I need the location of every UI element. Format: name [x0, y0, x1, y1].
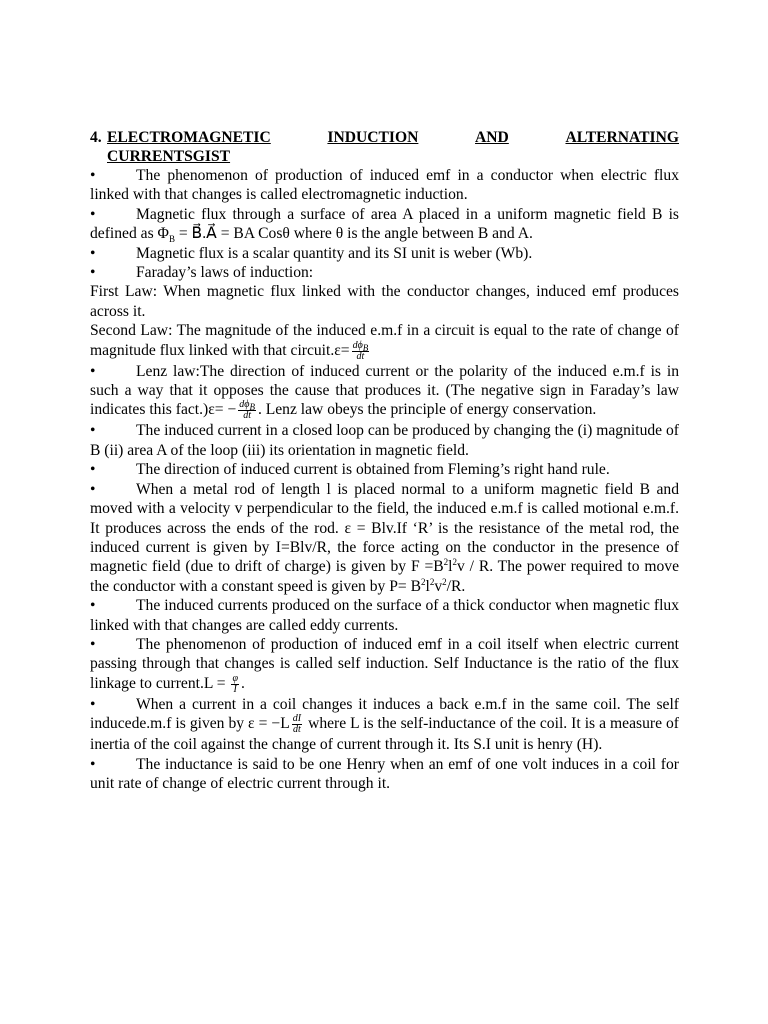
- bullet-paragraph: • Faraday’s laws of induction:: [90, 264, 314, 282]
- bullet-icon: •: [90, 461, 96, 479]
- bullet-icon: •: [90, 695, 96, 713]
- first-law-paragraph: First Law: When magnetic flux linked with the conductor changes, induced emf produces across it.: [90, 283, 679, 320]
- bullet-paragraph: • Lenz law:The direction of induced current or the polarity of the induced e.m.f is in such a way that it opposes the cause that produces it. (The negative sign in Faraday’s law indicates this fact.)ε= − $\frac{d\phi_B}{dt}$ . Lenz law obeys the principle of energy conservation.: [90, 362, 679, 422]
- dphi-dt-fraction: $\frac{d\phi_B}{dt}$: [239, 399, 255, 422]
- heading-word: ELECTROMAGNETIC: [107, 129, 271, 146]
- bullet-paragraph: • The direction of induced current is obtained from Fleming’s right hand rule.: [90, 461, 610, 479]
- bullet-paragraph: • The induced current in a closed loop can be produced by changing the (i) magnitude of B (ii) area A of the loop (iii) its orientation in magnetic field.: [90, 422, 679, 459]
- heading-word: INDUCTION: [327, 129, 419, 146]
- phi-over-i-fraction: $\frac{\varphi}{I}$: [232, 672, 238, 695]
- dphi-dt-fraction: $\frac{d\phi_B}{dt}$: [352, 339, 369, 362]
- section-heading: [90, 128, 679, 166]
- bullet-icon: •: [90, 635, 96, 653]
- bullet-icon: •: [90, 755, 96, 773]
- bullet-icon: •: [90, 264, 96, 282]
- bullet-icon: •: [90, 597, 96, 615]
- bullet-icon: •: [90, 167, 96, 184]
- second-law-paragraph: Second Law: The magnitude of the induced e.m.f in a circuit is equal to the rate of change of magnitude flux linked with that circuit.ε= $\frac{d\phi_B}{dt}$: [90, 322, 679, 362]
- bullet-icon: •: [90, 205, 96, 223]
- heading-word: ALTERNATING: [565, 129, 679, 146]
- section-number: 4.: [90, 129, 102, 146]
- bullet-paragraph: • The phenomenon of production of induced emf in a coil itself when electric current passing through that changes is called self induction. Self Inductance is the ratio of the flux linkage to current.L = $\frac{\varphi}{I}$ .: [90, 635, 679, 695]
- bullet-paragraph: • When a metal rod of length l is placed normal to a uniform magnetic field B and moved with a velocity v perpendicular to the field, the induced e.m.f is called motional e.m.f. It produces across the ends of the rod. ε = Blv.If ‘R’ is the resistance of the metal rod, the induced current is given by I=Blv/R, the force acting on the conductor in the presence of magnetic field (due to drift of charge) is given by $F =B^2l^2v / R$. The power required to move the conductor with a constant speed is given by $P= B^2l^2v^2/R$.: [90, 480, 679, 595]
- document-page: [90, 128, 679, 793]
- bullet-paragraph: • The induced currents produced on the surface of a thick conductor when magnetic flux linked with that changes are called eddy currents.: [90, 597, 679, 634]
- bullet-icon: •: [90, 362, 96, 380]
- bullet-paragraph: • Magnetic flux through a surface of area A placed in a uniform magnetic field B is defined as $\Phi_B$ = B⃗.A⃗ = BA Cosθ where θ is the angle between B and A.: [90, 205, 679, 245]
- heading-line-2: CURRENTSGIST: [107, 148, 231, 165]
- bullet-paragraph: • The inductance is said to be one Henry when an emf of one volt induces in a coil for unit rate of change of electric current through it.: [90, 755, 679, 792]
- bullet-icon: •: [90, 244, 96, 262]
- di-dt-fraction: $\frac{dI}{dt}$: [292, 713, 302, 736]
- bullet-icon: •: [90, 480, 96, 498]
- bullet-icon: •: [90, 422, 96, 440]
- bullet-paragraph: • The phenomenon of production of induced emf in a conductor when electric flux linked with that changes is called electromagnetic induction.: [90, 167, 679, 204]
- bullet-paragraph: • When a current in a coil changes it induces a back e.m.f in the same coil. The self inducede.m.f is given by ε = −L $\frac{dI}{dt}$ where L is the self-inductance of the coil. It is a measure of inertia of the coil against the change of current through it. Its S.I unit is henry (H).: [90, 695, 679, 754]
- bullet-paragraph: • Magnetic flux is a scalar quantity and its SI unit is weber (Wb).: [90, 244, 533, 262]
- heading-word: AND: [475, 129, 509, 146]
